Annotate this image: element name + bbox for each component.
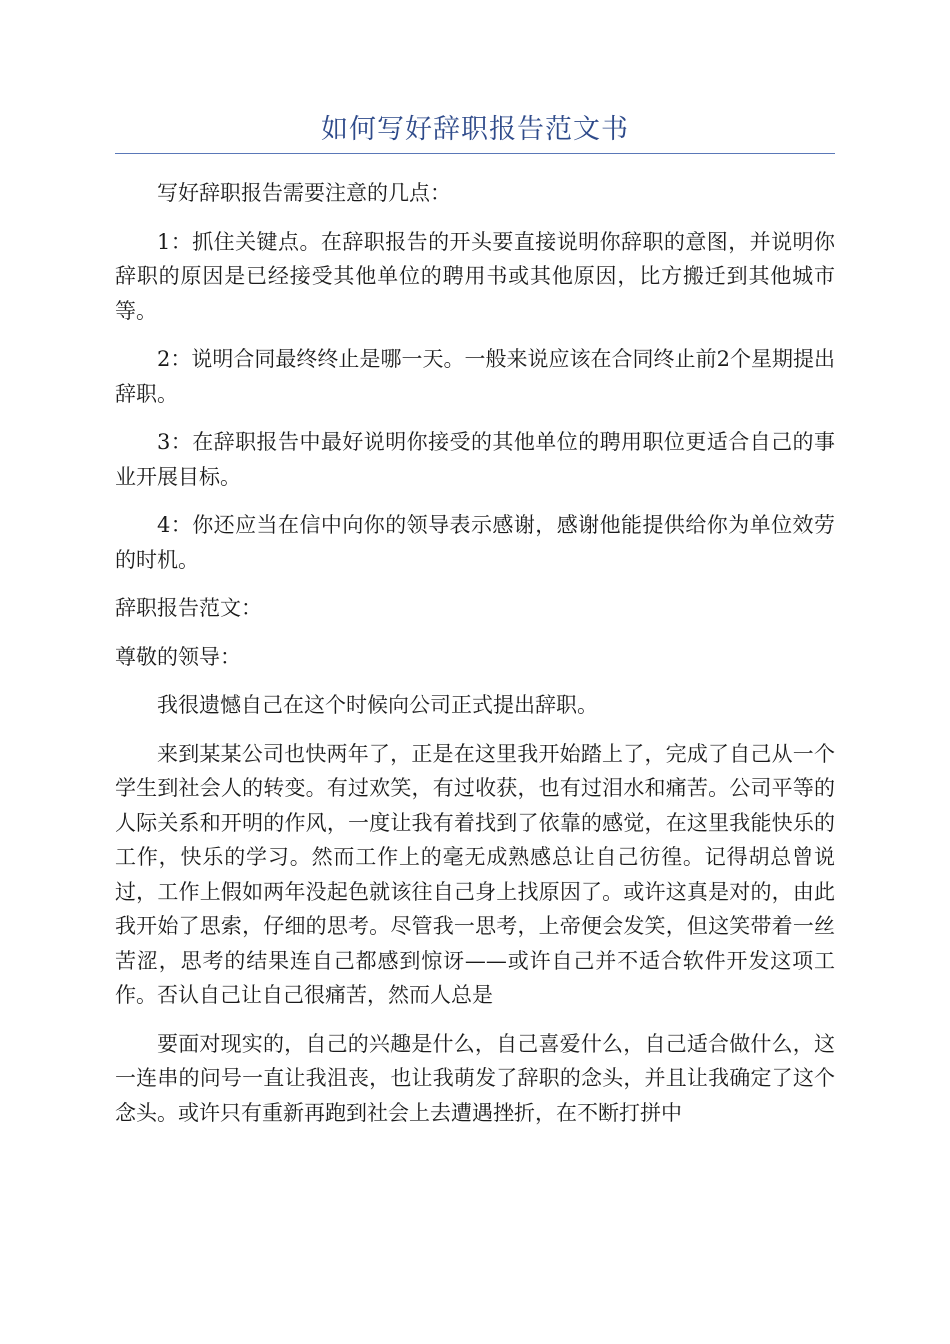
paragraph-letter-opening: 我很遗憾自己在这个时候向公司正式提出辞职。: [157, 693, 598, 717]
paragraph-salutation: 尊敬的领导：: [115, 644, 241, 669]
paragraph-point-2: 2：说明合同最终终止是哪一天。一般来说应该在合同终止前2个星期提出辞职。: [115, 347, 835, 406]
document-body: [115, 176, 835, 1144]
paragraph-letter-body-1: 来到某某公司也快两年了，正是在这里我开始踏上了，完成了自己从一个学生到社会人的转变。有过欢笑，有过收获，也有过泪水和痛苦。公司平等的人际关系和开明的作风，一度让我有着找到了依靠的感觉，在这里我能快乐的工作，快乐的学习。然而工作上的毫无成熟感总让自己彷徨。记得胡总曾说过，工作上假如两年没起色就该往自己身上找原因了。或许这真是对的，由此我开始了思索，仔细的思考。尽管我一思考，上帝便会发笑，但这笑带着一丝苦涩，思考的结果连自己都感到惊讶——或许自己并不适合软件开发这项工作。否认自己让自己很痛苦，然而人总是: [115, 741, 835, 1007]
document-title: 如何写好辞职报告范文书: [321, 114, 629, 145]
paragraph-sample-heading: 辞职报告范文：: [115, 596, 262, 620]
title-underline: [115, 153, 835, 154]
paragraph-point-3: 3：在辞职报告中最好说明你接受的其他单位的聘用职位更适合自己的事业开展目标。: [115, 430, 835, 489]
paragraph-intro: 写好辞职报告需要注意的几点：: [157, 181, 451, 205]
paragraph-point-4: 4：你还应当在信中向你的领导表示感谢，感谢他能提供给你为单位效劳的时机。: [115, 513, 835, 572]
paragraph-letter-body-2: 要面对现实的，自己的兴趣是什么，自己喜爱什么，自己适合做什么，这一连串的问号一直让我沮丧，也让我萌发了辞职的念头，并且让我确定了这个念头。或许只有重新再跑到社会上去遭遇挫折，在不断打拼中: [115, 1031, 835, 1125]
paragraph-point-1: 1：抓住关键点。在辞职报告的开头要直接说明你辞职的意图，并说明你辞职的原因是已经接受其他单位的聘用书或其他原因，比方搬迁到其他城市等。: [115, 229, 835, 323]
